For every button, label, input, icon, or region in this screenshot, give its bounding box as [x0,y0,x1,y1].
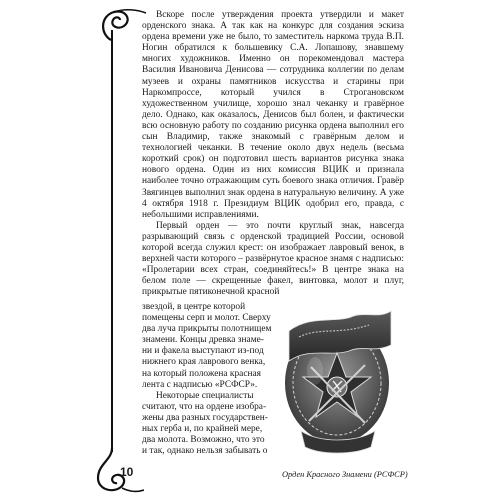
swirl-ornament-icon [92,446,144,496]
page-number: 10 [120,465,134,479]
wrapped-text [142,302,276,457]
swirl-ornament-icon [96,4,148,44]
text-line: и так, однако нельзя забывать о [142,446,268,457]
text-line: ни и факела выступают из-под [142,346,264,357]
paragraph: Первый орден — это почти круглый знак, навсегда разрывающий связь с орденской традицией России, основой которой всегда служил крест: он изображает лавровый венок, в верхней части которого – развёрнутое красное знамя с надписью: «Пролетарии всех стран, соединяйтесь!» В центре знака на белом поле — скрещенные факел, винтовка, молот и плуг, прикрытые пятиконечной красной [142,220,404,298]
text-line: знамени. Концы древка знаме- [142,335,264,346]
text-line: Некоторые специалисты [156,390,254,401]
figure-caption: Орден Красного Знамени (РСФСР) [282,470,408,479]
text-line: нижнего края лаврового венка, [142,357,266,368]
order-photo [279,301,401,459]
text-line: на который положена красная [142,368,261,379]
text-line: лента с надписью «РСФСР». [142,379,258,390]
text-line: два молота. Возможно, что это [142,435,265,446]
text-line: звездой, в центре которой [142,302,246,312]
paragraph: Вскоре после утверждения проекта утвердили и макет орденского знака. А так как на конкурс для создания эскиза ордена времени уже не было, то заместитель наркома труда В.П. Ногин обратился к большевику С.А. Лопашову, знавшему многих художников. Именно он порекомендовал мастера Василия Ивановича Денисова — сотрудника коллегии по делам музеев и охраны памятников искусства и старины при Наркомпроссе, который учился в Строгановском художественном училище, хорошо знал чеканку и гравёрное дело. Однако, как оказалось, Денисов был болен, и фактически всю основную работу по созданию рисунка ордена выполнил его сын Владимир, также знакомый с гравёрным делом и технологией чеканки. В течение около двух недель (весьма короткий срок) он подготовил шесть вариантов рисунка знака нового ордена. Один из них комиссия ВЦИК и признала наиболее точно отражающим суть боевого знака отличия. Гравёр Звягинцев выполнил знак ордена в натуральную величину. А уже 4 октября 1918 г. Президиум ВЦИК одобрил его, правда, с небольшими исправлениями. [142,10,404,220]
text-line: считают, что на ордене изобра- [142,401,267,412]
main-text [142,10,404,298]
page-border-line [111,30,113,452]
text-line: ных герба и, по крайней мере, [142,424,263,435]
text-line: два луча прикрыты полотнищем [142,324,272,335]
text-line: жены два разных государствен- [142,412,268,423]
text-line: помещены серп и молот. Сверху [142,313,271,324]
